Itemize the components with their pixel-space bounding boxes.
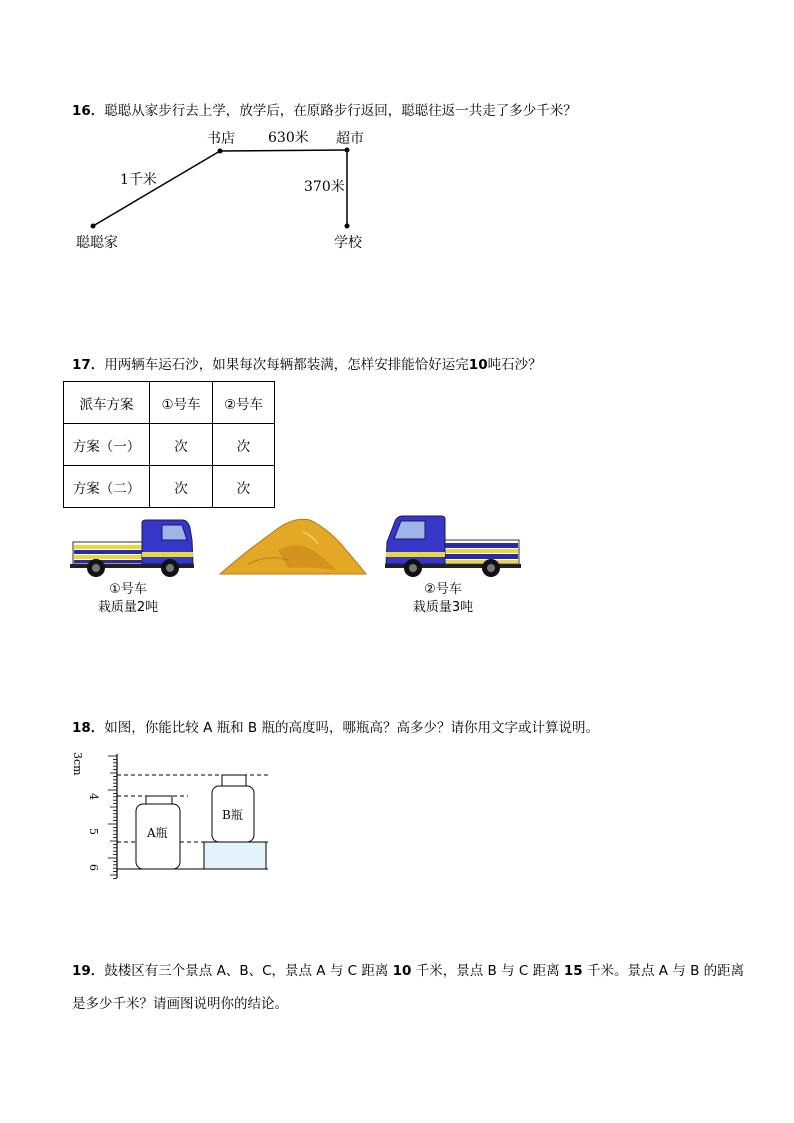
question-number: 18． — [72, 720, 105, 736]
bottle-a-cap — [146, 796, 172, 804]
route-diagram — [0, 0, 794, 270]
question-text-number: 10 — [392, 963, 412, 979]
cell-truck-1-times: 次 — [150, 466, 213, 508]
question-text: 用两辆车运石沙，如果每次每辆都装满，怎样安排能恰好运完 — [104, 357, 469, 373]
home-point — [91, 224, 96, 229]
cell-truck-1-times: 次 — [150, 424, 213, 466]
label-bookstore: 书店 — [207, 131, 235, 147]
question-17 — [72, 355, 542, 375]
truck-2-name: ②号车 — [424, 582, 462, 597]
school-point — [345, 224, 350, 229]
label-dist-home-bookstore: 1千米 — [120, 172, 157, 188]
label-dist-supermarket-school: 370米 — [304, 179, 345, 195]
header-plan: 派车方案 — [64, 382, 150, 424]
ruler-tick-label: 5 — [87, 828, 100, 835]
truck-1-caption — [88, 581, 168, 617]
bottle-a-label: A瓶 — [147, 826, 168, 840]
truck-1-name: ①号车 — [109, 582, 147, 597]
question-text: A、B、C，景点 A 与 C 距离 — [212, 963, 393, 979]
truck-1-load: 栽质量2吨 — [97, 600, 159, 615]
cell-truck-2-times: 次 — [213, 424, 275, 466]
bottle-b-label: B瓶 — [222, 808, 243, 822]
cell-truck-2-times: 次 — [213, 466, 275, 508]
plan-table — [63, 381, 275, 508]
question-text: 如图，你能比较 A 瓶和 B 瓶的高度吗，哪瓶高？高多少？请你用文字或计算说明。 — [104, 720, 599, 736]
question-number: 19． — [72, 963, 105, 979]
question-text: 千米。景点 A 与 B 的距离 — [582, 963, 745, 979]
label-school: 学校 — [334, 235, 362, 251]
question-number: 16． — [72, 103, 105, 119]
row-label: 方案（一） — [64, 424, 150, 466]
ruler-tick-label: 6 — [87, 864, 100, 871]
bookstore-point — [218, 149, 223, 154]
sand-pile-illustration — [218, 510, 368, 580]
truck-window — [162, 525, 187, 540]
bottle-diagram — [78, 748, 278, 882]
question-number: 17． — [72, 357, 105, 373]
header-truck-2: ②号车 — [213, 382, 275, 424]
label-home: 聪聪家 — [76, 235, 118, 251]
question-19-line-2: 是多少千米？请画图说明你的结论。 — [72, 996, 288, 1012]
table-header-row — [64, 382, 275, 424]
ruler-tick-label: 4 — [87, 793, 100, 800]
block-under-b — [204, 842, 266, 869]
row-label: 方案（二） — [64, 466, 150, 508]
bottle-b-cap — [222, 775, 246, 786]
label-supermarket: 超市 — [336, 131, 364, 147]
question-text: 鼓楼区有三个景点 — [104, 963, 213, 979]
question-text-number: 15 — [563, 963, 583, 979]
header-truck-1: ①号车 — [150, 382, 213, 424]
truck-1-illustration — [70, 518, 196, 578]
table-row — [64, 466, 275, 508]
table-row — [64, 424, 275, 466]
route-bookstore-supermarket — [220, 150, 347, 151]
question-19-line-1 — [72, 961, 744, 981]
truck-2-caption — [403, 581, 483, 617]
question-text-end: 吨石沙？ — [487, 357, 542, 373]
question-text: 聪聪从家步行去上学，放学后，在原路步行返回，聪聪往返一共走了多少千米？ — [104, 103, 577, 119]
question-text-number: 10 — [468, 357, 488, 373]
truck-2-illustration — [383, 514, 523, 578]
ruler-unit-label: 3cm — [71, 752, 84, 776]
question-text: 千米，景点 B 与 C 距离 — [411, 963, 564, 979]
truck-2-load: 栽质量3吨 — [412, 600, 474, 615]
supermarket-point — [345, 148, 350, 153]
label-dist-bookstore-supermarket: 630米 — [268, 130, 309, 146]
question-18 — [72, 718, 599, 738]
